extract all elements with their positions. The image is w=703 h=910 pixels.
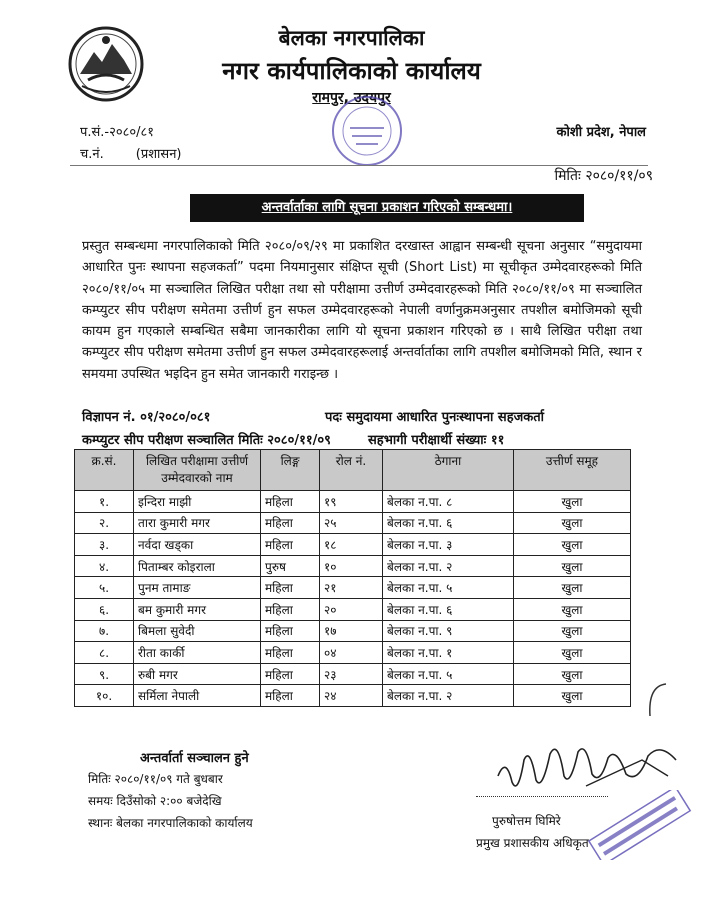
cell-name: रुबी मगर xyxy=(134,663,261,685)
cell-serial: ७. xyxy=(75,620,134,642)
cell-serial: ५. xyxy=(75,577,134,599)
signatory-title: प्रमुख प्रशासकीय अधिकृत xyxy=(476,836,589,850)
cell-name: पुनम तामाङ xyxy=(134,577,261,599)
cell-gender: महिला xyxy=(261,598,320,620)
cell-address: बेलका न.पा. ६ xyxy=(383,512,514,534)
cell-gender: महिला xyxy=(261,620,320,642)
cell-group: खुला xyxy=(514,555,631,577)
table-row xyxy=(75,577,631,599)
cell-address: बेलका न.पा. ९ xyxy=(383,620,514,642)
subject-banner: अन्तर्वार्ताका लागि सूचना प्रकाशन गरिएको सम्बन्धमा। xyxy=(190,194,584,222)
cell-roll: ०४ xyxy=(320,642,383,664)
table-row xyxy=(75,491,631,513)
cell-serial: ४. xyxy=(75,555,134,577)
province-name: कोशी प्रदेश, नेपाल xyxy=(556,125,646,140)
cell-address: बेलका न.पा. १ xyxy=(383,642,514,664)
cell-gender: महिला xyxy=(261,491,320,513)
cell-roll: १० xyxy=(320,555,383,577)
cell-serial: ९. xyxy=(75,663,134,685)
margin-mark xyxy=(640,680,670,720)
signatory-stamp-icon xyxy=(584,790,694,860)
cell-gender: महिला xyxy=(261,577,320,599)
interview-time: समयः दिउँसोको २:०० बजेदेखि xyxy=(88,794,222,808)
header-address: ठेगाना xyxy=(383,450,514,491)
cell-roll: १७ xyxy=(320,620,383,642)
cell-gender: महिला xyxy=(261,534,320,556)
cell-name: बिमला सुवेदी xyxy=(134,620,261,642)
table-row xyxy=(75,534,631,556)
cell-gender: पुरुष xyxy=(261,555,320,577)
cell-roll: २० xyxy=(320,598,383,620)
cell-group: खुला xyxy=(514,577,631,599)
cell-address: बेलका न.पा. ३ xyxy=(383,534,514,556)
office-location: रामपुर, उदयपुर xyxy=(312,90,391,106)
advertisement-number: विज्ञापन नं. ०१/२०८०/०८१ xyxy=(82,410,211,425)
table-row xyxy=(75,620,631,642)
cell-group: खुला xyxy=(514,620,631,642)
cell-name: तारा कुमारी मगर xyxy=(134,512,261,534)
interview-place: स्थानः बेलका नगरपालिकाको कार्यालय xyxy=(88,816,253,830)
cell-gender: महिला xyxy=(261,512,320,534)
table-row xyxy=(75,555,631,577)
cell-serial: २. xyxy=(75,512,134,534)
table-row xyxy=(75,642,631,664)
notice-body: प्रस्तुत सम्बन्धमा नगरपालिकाको मिति २०८०/०९/२९ मा प्रकाशित दरखास्त आह्वान सम्बन्धी सूचना अनुसार “समुदायमा आधारित पुनः स्थापना सहजकर्ता” पदमा नियमानुसार संक्षिप्त सूची (Short List) मा सूचीकृत उम्मेदवारहरूको मिति २०८०/११/०५ मा सञ्चालित लिखित परीक्षा तथा सो परीक्षामा उत्तीर्ण उम्मेदवारहरूको मिति २०८०/११/०९ मा सञ्चालित कम्प्युटर सीप परीक्षण समेतमा उत्तीर्ण हुन सफल उम्मेदवारहरूको नेपाली वर्णानुक्रमअनुसार तपशील बमोजिमको सूची कायम हुन गएकाले सम्बन्धित सबैमा जानकारीका लागि यो सूचना प्रकाशन गरिएको छ । साथै लिखित परीक्षा तथा कम्प्युटर सीप परीक्षण समेतमा उत्तीर्ण हुन सफल उम्मेदवारहरूलाई अन्तर्वार्ताका लागि तपशील बमोजिमको मिति, स्थान र समयमा उपस्थित भइदिन हुन समेत जानकारी गराइन्छ । xyxy=(82,239,642,382)
cell-address: बेलका न.पा. ६ xyxy=(383,598,514,620)
header-name: लिखित परीक्षामा उत्तीर्ण उम्मेदवारको नाम xyxy=(134,450,261,491)
header-roll: रोल नं. xyxy=(320,450,383,491)
dispatch-label: च.नं. xyxy=(80,147,104,162)
cell-gender: महिला xyxy=(261,685,320,707)
cell-group: खुला xyxy=(514,685,631,707)
table-row xyxy=(75,663,631,685)
cell-group: खुला xyxy=(514,663,631,685)
participant-count: सहभागी परीक्षार्थी संख्याः ११ xyxy=(368,433,505,448)
cell-serial: ८. xyxy=(75,642,134,664)
cell-address: बेलका न.पा. २ xyxy=(383,555,514,577)
cell-name: रीता कार्की xyxy=(134,642,261,664)
table-row xyxy=(75,685,631,707)
cell-serial: १०. xyxy=(75,685,134,707)
cell-gender: महिला xyxy=(261,642,320,664)
header-group: उत्तीर्ण समूह xyxy=(514,450,631,491)
cell-serial: १. xyxy=(75,491,134,513)
cell-address: बेलका न.पा. ८ xyxy=(383,491,514,513)
candidate-table xyxy=(74,449,631,707)
cell-group: खुला xyxy=(514,512,631,534)
table-row xyxy=(75,512,631,534)
cell-serial: ३. xyxy=(75,534,134,556)
office-stamp-icon xyxy=(328,92,406,170)
cell-group: खुला xyxy=(514,491,631,513)
letter-date: मितिः २०८०/११/०९ xyxy=(554,168,653,184)
municipality-name: बेलका नगरपालिका xyxy=(278,26,425,50)
test-date: कम्प्युटर सीप परीक्षण सञ्चालित मितिः २०८०/११/०९ xyxy=(82,433,331,448)
cell-address: बेलका न.पा. २ xyxy=(383,685,514,707)
cell-roll: २१ xyxy=(320,577,383,599)
cell-name: पिताम्बर कोइराला xyxy=(134,555,261,577)
cell-roll: २३ xyxy=(320,663,383,685)
section-name: (प्रशासन) xyxy=(135,147,182,162)
cell-address: बेलका न.पा. ५ xyxy=(383,663,514,685)
table-header-row xyxy=(75,450,631,491)
cell-name: नर्वदा खड्का xyxy=(134,534,261,556)
post-name: पदः समुदायमा आधारित पुनःस्थापना सहजकर्ता xyxy=(325,410,545,425)
interview-date: मितिः २०८०/११/०९ गते बुधबार xyxy=(88,772,223,786)
table-row xyxy=(75,598,631,620)
cell-roll: २४ xyxy=(320,685,383,707)
cell-group: खुला xyxy=(514,534,631,556)
cell-group: खुला xyxy=(514,598,631,620)
cell-gender: महिला xyxy=(261,663,320,685)
signatory-name: पुरुषोत्तम घिमिरे xyxy=(492,814,561,828)
cell-serial: ६. xyxy=(75,598,134,620)
cell-name: इन्दिरा माझी xyxy=(134,491,261,513)
cell-name: सर्मिला नेपाली xyxy=(134,685,261,707)
header-serial: क्र.सं. xyxy=(75,450,134,491)
cell-roll: १९ xyxy=(320,491,383,513)
cell-name: बम कुमारी मगर xyxy=(134,598,261,620)
cell-group: खुला xyxy=(514,642,631,664)
cell-roll: १८ xyxy=(320,534,383,556)
office-name: नगर कार्यपालिकाको कार्यालय xyxy=(222,57,481,85)
letter-number: प.सं.-२०८०/८१ xyxy=(80,125,155,140)
cell-roll: २५ xyxy=(320,512,383,534)
cell-address: बेलका न.पा. ५ xyxy=(383,577,514,599)
interview-title: अन्तर्वार्ता सञ्चालन हुने xyxy=(140,751,249,766)
dispatch-number-row xyxy=(80,144,182,162)
header-gender: लिङ्ग xyxy=(261,450,320,491)
